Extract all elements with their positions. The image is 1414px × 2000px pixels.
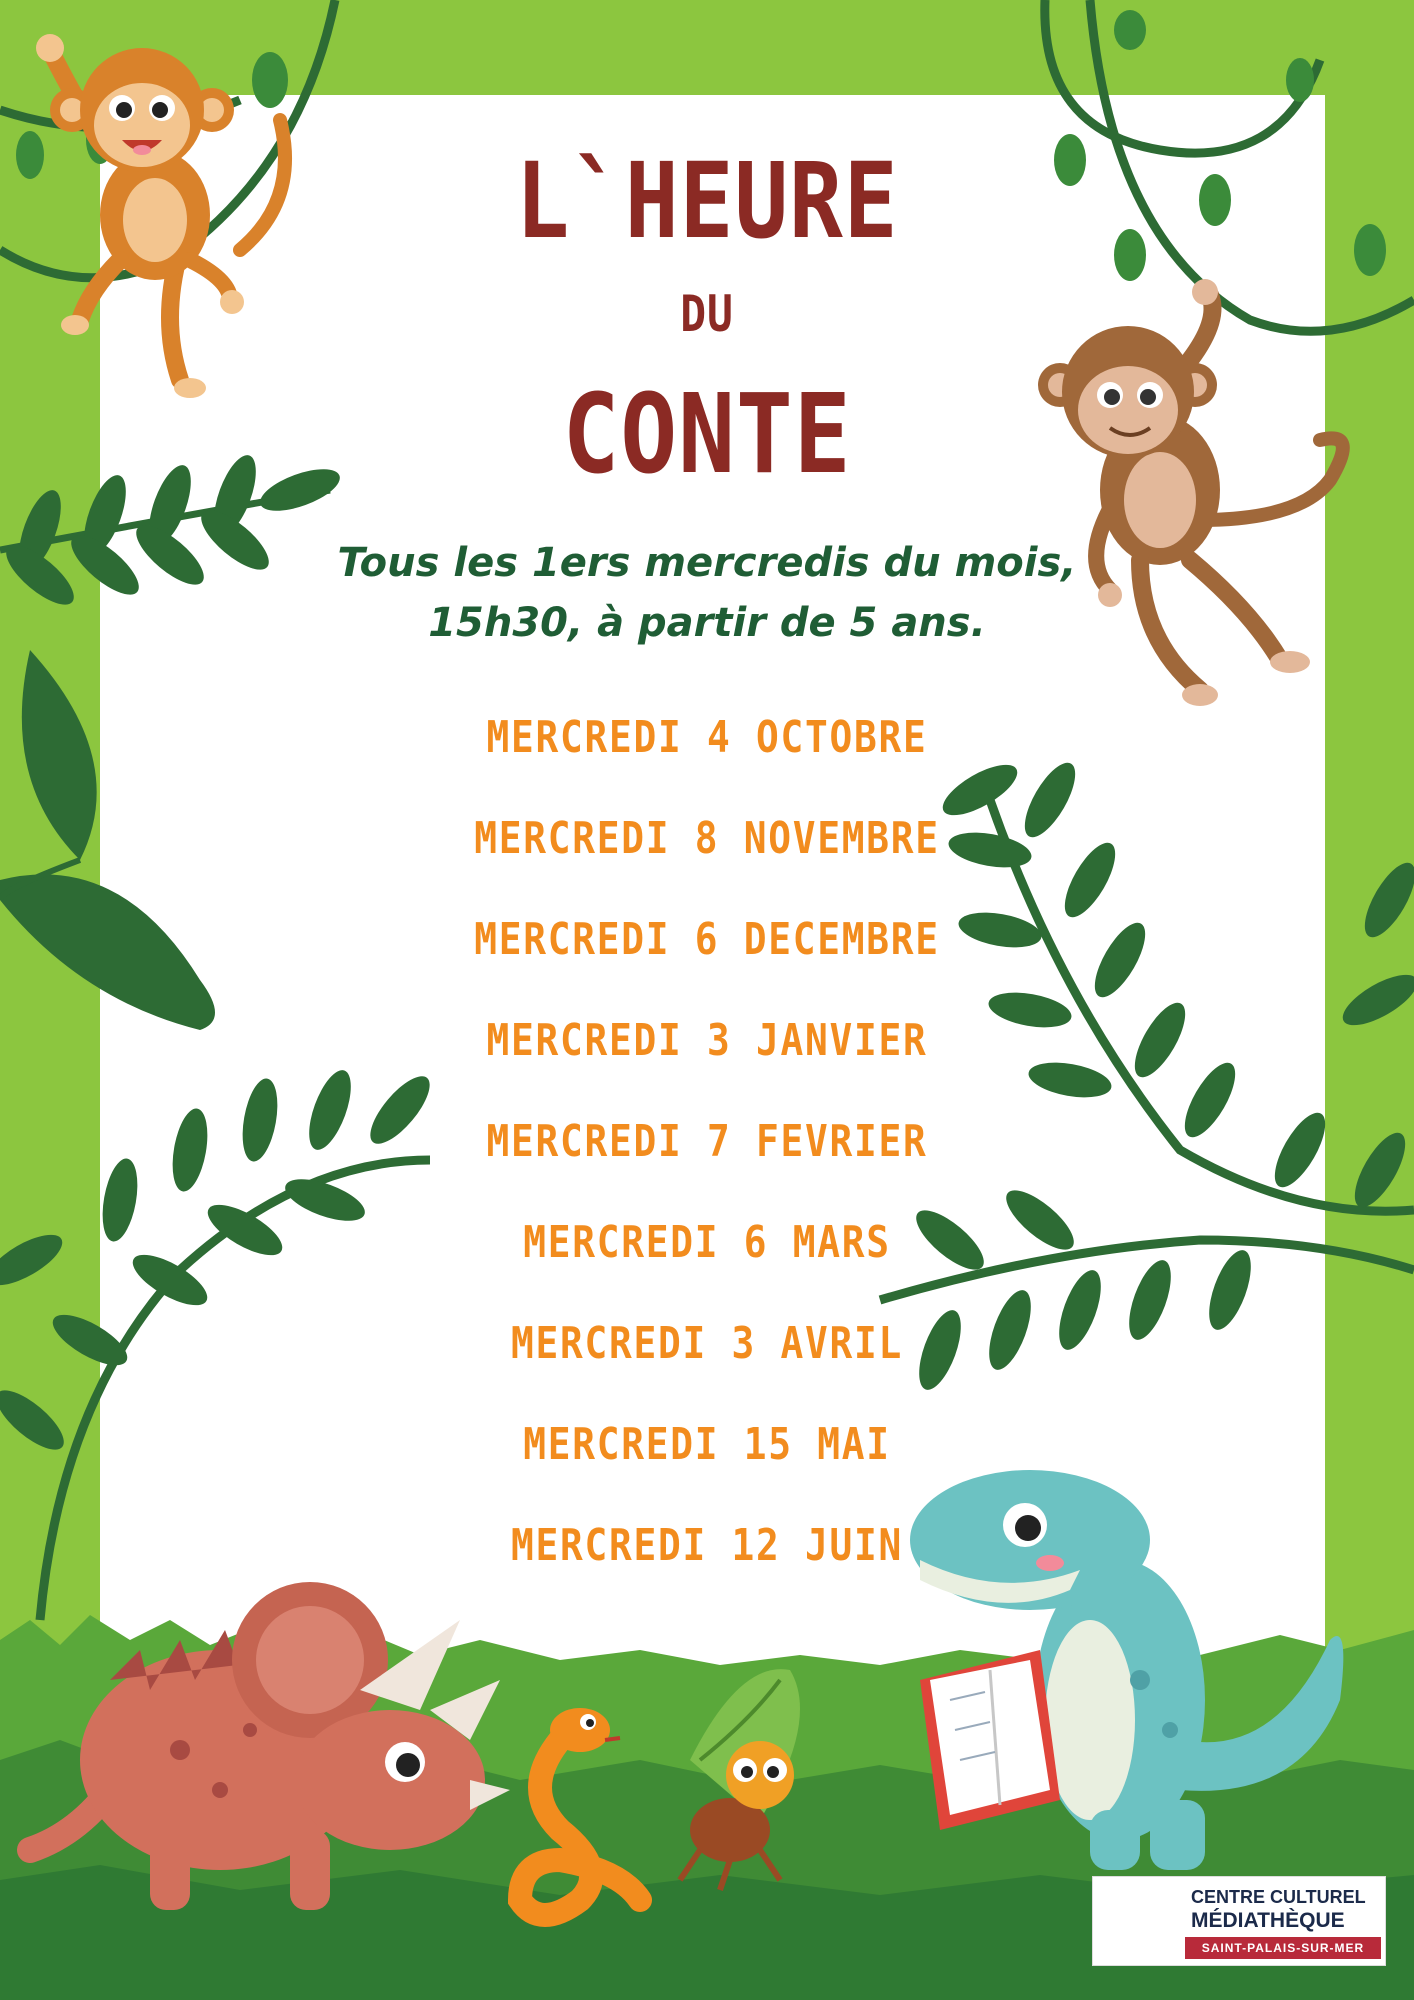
date-item: MERCREDI 7 FEVRIER [486, 1116, 928, 1167]
logo-line-1: CENTRE CULTUREL [1191, 1887, 1366, 1907]
title-line-3: CONTE [562, 370, 852, 498]
date-item: MERCREDI 4 OCTOBRE [486, 712, 928, 763]
book-icon [920, 1650, 1060, 1830]
mediatheque-logo [1092, 1876, 1386, 1966]
date-item: MERCREDI 3 AVRIL [510, 1318, 904, 1369]
subtitle-line-2: 15h30, à partir de 5 ans. [428, 600, 986, 646]
date-item: MERCREDI 6 MARS [523, 1217, 891, 1268]
logo-line-2: MÉDIATHÈQUE [1191, 1909, 1345, 1932]
date-item: MERCREDI 8 NOVEMBRE [474, 813, 940, 864]
date-item: MERCREDI 6 DECEMBRE [474, 914, 940, 965]
subtitle-line-1: Tous les 1ers mercredis du mois, [337, 540, 1077, 586]
title-line-1: L`HEURE [515, 140, 899, 262]
date-item: MERCREDI 3 JANVIER [486, 1015, 928, 1066]
date-item: MERCREDI 15 MAI [523, 1419, 891, 1470]
logo-line-3: SAINT-PALAIS-SUR-MER [1185, 1937, 1381, 1959]
date-item: MERCREDI 12 JUIN [510, 1520, 904, 1571]
title-line-2: DU [680, 285, 734, 343]
